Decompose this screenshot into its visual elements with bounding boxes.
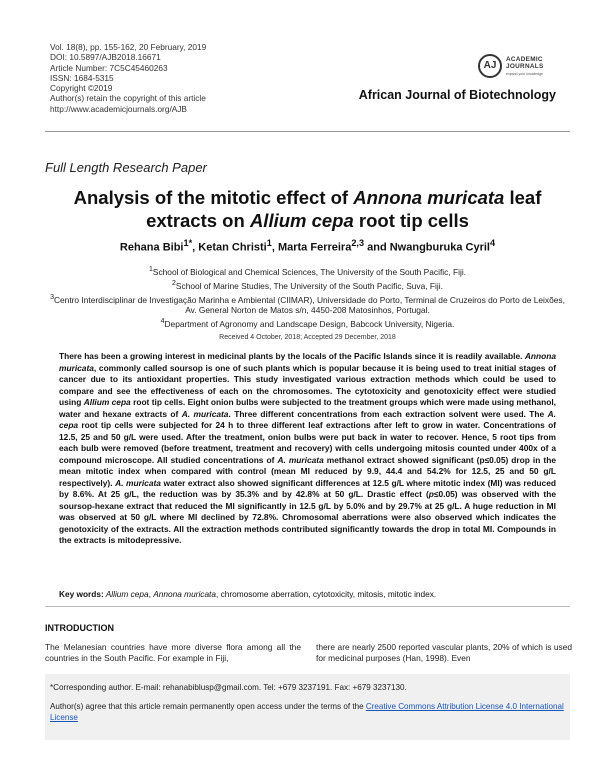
affiliation bbox=[45, 292, 570, 317]
species-name: Allium cepa bbox=[103, 589, 149, 599]
species-name: A. muricata bbox=[277, 454, 324, 465]
author: Ketan Christi bbox=[198, 241, 267, 254]
title-part: Analysis of the mitotic effect of bbox=[73, 187, 354, 208]
doi: DOI: 10.5897/AJB2018.16671 bbox=[50, 52, 161, 63]
corresponding-author-note: *Corresponding author. E-mail: rehanabiblusp@gmail.com. Tel: +679 3237191. Fax: +679 3237130. bbox=[50, 683, 407, 692]
title-species: Allium cepa bbox=[249, 210, 354, 231]
keywords-label: Key words: bbox=[59, 589, 104, 599]
title-part: leaf extracts on bbox=[146, 187, 542, 231]
title-part: root tip cells bbox=[353, 210, 469, 231]
species-name: p bbox=[428, 489, 434, 499]
species-name: Allium cepa bbox=[83, 397, 131, 407]
affiliations bbox=[45, 264, 570, 330]
logo-name-line2: JOURNALS bbox=[506, 63, 544, 70]
logo-mark: AJ bbox=[478, 54, 502, 78]
text-run: water extract also showed significant differences at 12.5 g/L where mitotic index (MI) was reduced by 8.6%. At 25 g/L, the reduction was by 35.3% and by 42.8% at 50 g/L. Drastic effect ( bbox=[59, 477, 556, 499]
copyright: Copyright ©2019 bbox=[50, 83, 113, 94]
affiliation bbox=[45, 278, 570, 292]
author-sup: 4 bbox=[489, 238, 496, 248]
text-run: root tip cells were subjected for 24 h to three different leaf extractions after left to grow in water. Concentrations of 12.5, 25 and 50 g/L were used. After the treatment, onion bulbs were put back in water to recover. Hence, 5 root tips from each bulb were removed (before treatment, treatment and recovery) with cells undergoing mitosis counted under 400x of a compound microscope. All studied concentrations of bbox=[59, 420, 556, 465]
journal-url[interactable]: http://www.academicjournals.org/AJB bbox=[50, 103, 187, 114]
academic-journals-logo bbox=[478, 54, 583, 82]
body-column-left: The Melanesian countries have more diverse flora among all the countries in the South Pacific. For example in Fiji, bbox=[45, 642, 301, 663]
section-heading-introduction: INTRODUCTION bbox=[45, 623, 114, 633]
header-divider bbox=[45, 131, 570, 132]
affiliation-sup: 4 bbox=[160, 318, 165, 326]
affiliation-text: School of Marine Studies, The University of the South Pacific, Suva, Fiji. bbox=[175, 280, 443, 291]
species-name: Annona muricata bbox=[153, 589, 216, 599]
affiliation-sup: 1 bbox=[148, 266, 153, 273]
text-run: methanol extract showed significant (p≤0.05) drop in the mean mitotic index when compared with control (mean MI reduced by 9.9, 44.4 and 54.2% for 12.5, 25 and 50 g/L respectively). bbox=[59, 454, 556, 488]
paper-type: Full Length Research Paper bbox=[45, 160, 207, 175]
received-accepted-dates: Received 4 October, 2018; Accepted 29 December, 2018 bbox=[219, 334, 396, 341]
keywords bbox=[59, 589, 556, 599]
paper-title bbox=[45, 186, 570, 232]
issn: ISSN: 1684-5315 bbox=[50, 72, 114, 83]
author-sup: 1 bbox=[266, 238, 272, 248]
affiliation-sup: 3 bbox=[50, 293, 54, 301]
license-text: Author(s) agree that this article remain permanently open access under the terms of the bbox=[50, 702, 366, 711]
text-run: , commonly called soursop is one of such plants which is popular because it is being used to treat initial stages of cancer due to its antioxidant properties. This study investigated various extraction methods which could be used to compare and see the effectiveness of each on the chromosomes. The cytotoxicity and genotoxicity effect were studied using bbox=[59, 362, 556, 407]
affiliation-text: Department of Agronomy and Landscape Design, Babcock University, Nigeria. bbox=[164, 319, 455, 330]
author: Rehana Bibi bbox=[119, 241, 184, 254]
affiliation-text: Centro Interdisciplinar de Investigação Marinha e Ambiental (CIIMAR), Universidade do Porto, Terminal de Cruzeiros do Porto de Leixões, Av. General Norton de Matos s/n, 4450-208 Matosinhos, Portugal. bbox=[53, 294, 565, 316]
logo-name bbox=[506, 56, 544, 70]
affiliation bbox=[45, 316, 570, 330]
license-link[interactable]: Creative Commons Attribution License 4.0 International License bbox=[50, 702, 564, 722]
author-separator: , bbox=[271, 241, 278, 254]
title-species: Annona muricata bbox=[353, 187, 505, 208]
logo-name-line1: ACADEMIC bbox=[506, 56, 543, 63]
species-name: A. muricata bbox=[181, 408, 229, 419]
species-name: A. cepa bbox=[59, 408, 556, 430]
affiliation-sup: 2 bbox=[172, 279, 176, 287]
affiliation bbox=[45, 264, 570, 278]
section-divider bbox=[45, 606, 570, 607]
text-run: ≤0.05) was observed with the soursop-hexane extract that reduced the MI significantly in 12.5 g/L by 5.0% and by 29.7% at 25 g/L. A huge reduction in MI was observed at 50 g/L where MI declined by 72.8%. Chromosomal aberrations were also observed which indicates the genotoxicity of the extracts. All the extraction methods contributed significantly towards the drop in total MI. Compounds in the extracts is mitodepressive. bbox=[59, 489, 556, 545]
copyright-note: Author(s) retain the copyright of this article bbox=[50, 93, 206, 104]
journal-name: African Journal of Biotechnology bbox=[358, 88, 556, 102]
author-sup: 1* bbox=[183, 238, 193, 248]
logo-tagline: expand your knowledge bbox=[506, 72, 543, 76]
author-separator: , bbox=[192, 241, 199, 254]
abstract bbox=[59, 351, 556, 547]
text-run: , bbox=[148, 589, 154, 599]
license-note bbox=[50, 702, 565, 723]
species-name: A. muricata bbox=[115, 477, 161, 488]
volume-info: Vol. 18(8), pp. 155-162, 20 February, 2019 bbox=[50, 42, 207, 52]
text-run: There has been a growing interest in medicinal plants by the locals of the Pacific Islands since it is readily available. bbox=[59, 351, 525, 361]
text-run: . Three different concentrations from each extraction solvent were used. The bbox=[228, 408, 548, 419]
text-run: root tip cells. Eight onion bulbs were subjected to the treatment groups which were made using methanol, water and hexane extracts of bbox=[59, 397, 556, 419]
author: Marta Ferreira bbox=[277, 241, 352, 254]
affiliation-text: School of Biological and Chemical Sciences, The University of the South Pacific, Fiji. bbox=[152, 266, 467, 277]
body-column-right: there are nearly 2500 reported vascular plants, 20% of which is used for medicinal purposes (Han, 1998). Even bbox=[316, 642, 572, 663]
article-metadata bbox=[50, 42, 206, 114]
author-sup: 2,3 bbox=[351, 238, 365, 248]
species-name: Annona muricata bbox=[59, 351, 556, 373]
article-number: Article Number: 7C5C45460263 bbox=[50, 62, 168, 73]
author-list bbox=[45, 238, 570, 254]
author: Nwangburuka Cyril bbox=[389, 241, 490, 254]
text-run: , chromosome aberration, cytotoxicity, mitosis, mitotic index. bbox=[215, 589, 437, 599]
author-and: and bbox=[364, 241, 390, 254]
